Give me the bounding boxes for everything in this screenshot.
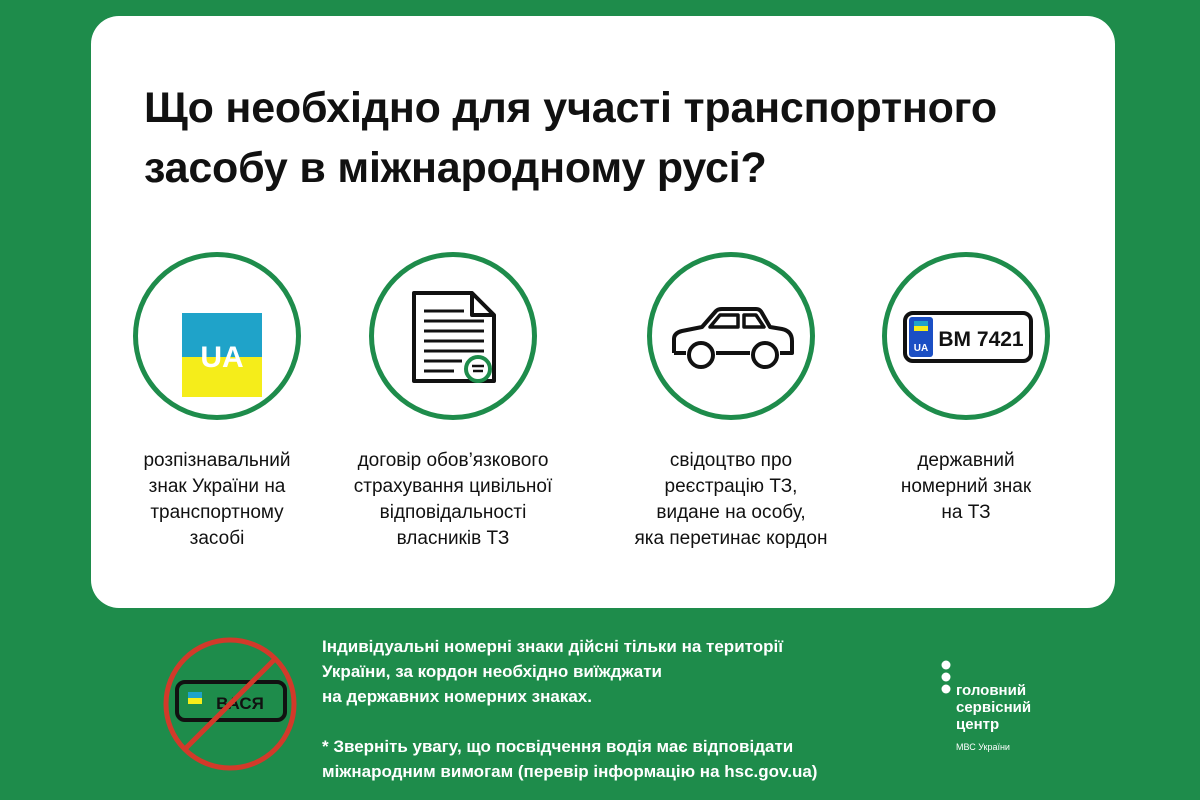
label-line: розпізнавальний xyxy=(143,450,291,471)
page-title xyxy=(144,78,1094,198)
logo-text xyxy=(956,682,1031,733)
ua-flag-circle xyxy=(133,252,301,420)
footer-notice xyxy=(322,634,902,784)
label-line: договір обов’язкового xyxy=(357,450,549,471)
info-card xyxy=(91,16,1115,608)
label-line: яка перетинає кордон xyxy=(634,528,828,549)
label-line: реєстрацію ТЗ, xyxy=(664,476,798,497)
ua-flag-text: UA xyxy=(200,341,244,374)
label-line: державний xyxy=(917,450,1015,471)
note-line: міжнародним вимогам (перевір інформацію на hsc.gov.ua) xyxy=(322,762,818,781)
requirement-registration xyxy=(601,252,861,552)
banned-custom-plate xyxy=(160,634,300,774)
plate-country-text: UA xyxy=(913,343,929,354)
logo-subtitle: МВС України xyxy=(956,742,1010,752)
notice-line: на державних номерних знаках. xyxy=(322,687,592,706)
title-line-2: засобу в міжнародному русі? xyxy=(144,144,767,192)
requirement-ua-sign xyxy=(87,252,347,552)
logo-line: сервісний xyxy=(956,699,1032,716)
logo-dots-icon xyxy=(940,660,954,700)
prohibited-plate-icon xyxy=(160,634,300,774)
license-plate-icon xyxy=(887,257,1045,415)
requirement-label xyxy=(87,448,347,552)
label-line: на ТЗ xyxy=(941,502,991,523)
plate-circle xyxy=(882,252,1050,420)
label-line: транспортному xyxy=(150,502,284,523)
car-icon xyxy=(652,257,810,415)
banned-plate-text: ВАСЯ xyxy=(216,694,264,713)
requirement-label xyxy=(836,448,1096,526)
document-circle xyxy=(369,252,537,420)
spacer xyxy=(322,709,902,734)
insurance-document-icon xyxy=(374,257,532,415)
logo-line: головний xyxy=(956,682,1027,699)
requirement-label xyxy=(601,448,861,552)
logo-line: центр xyxy=(956,716,1000,733)
ua-flag-icon xyxy=(138,257,296,415)
label-line: відповідальності xyxy=(379,502,527,523)
label-line: власників ТЗ xyxy=(396,528,510,549)
hsc-logo xyxy=(940,660,1100,760)
label-line: страхування цивільної xyxy=(353,476,553,497)
label-line: видане на особу, xyxy=(656,502,806,523)
label-line: номерний знак xyxy=(900,476,1032,497)
requirement-label xyxy=(323,448,583,552)
car-circle xyxy=(647,252,815,420)
title-line-1: Що необхідно для участі транспортного xyxy=(144,84,997,132)
label-line: знак України на xyxy=(148,476,286,497)
requirement-insurance xyxy=(323,252,583,552)
label-line: засобі xyxy=(189,528,245,549)
label-line: свідоцтво про xyxy=(669,450,793,471)
notice-line: України, за кордон необхідно виїжджати xyxy=(322,662,662,681)
plate-number-text: ВМ 7421 xyxy=(938,328,1024,351)
notice-line: Індивідуальні номерні знаки дійсні тільки на території xyxy=(322,637,784,656)
requirement-plate xyxy=(836,252,1096,526)
note-line: * Зверніть увагу, що посвідчення водія має відповідати xyxy=(322,737,794,756)
